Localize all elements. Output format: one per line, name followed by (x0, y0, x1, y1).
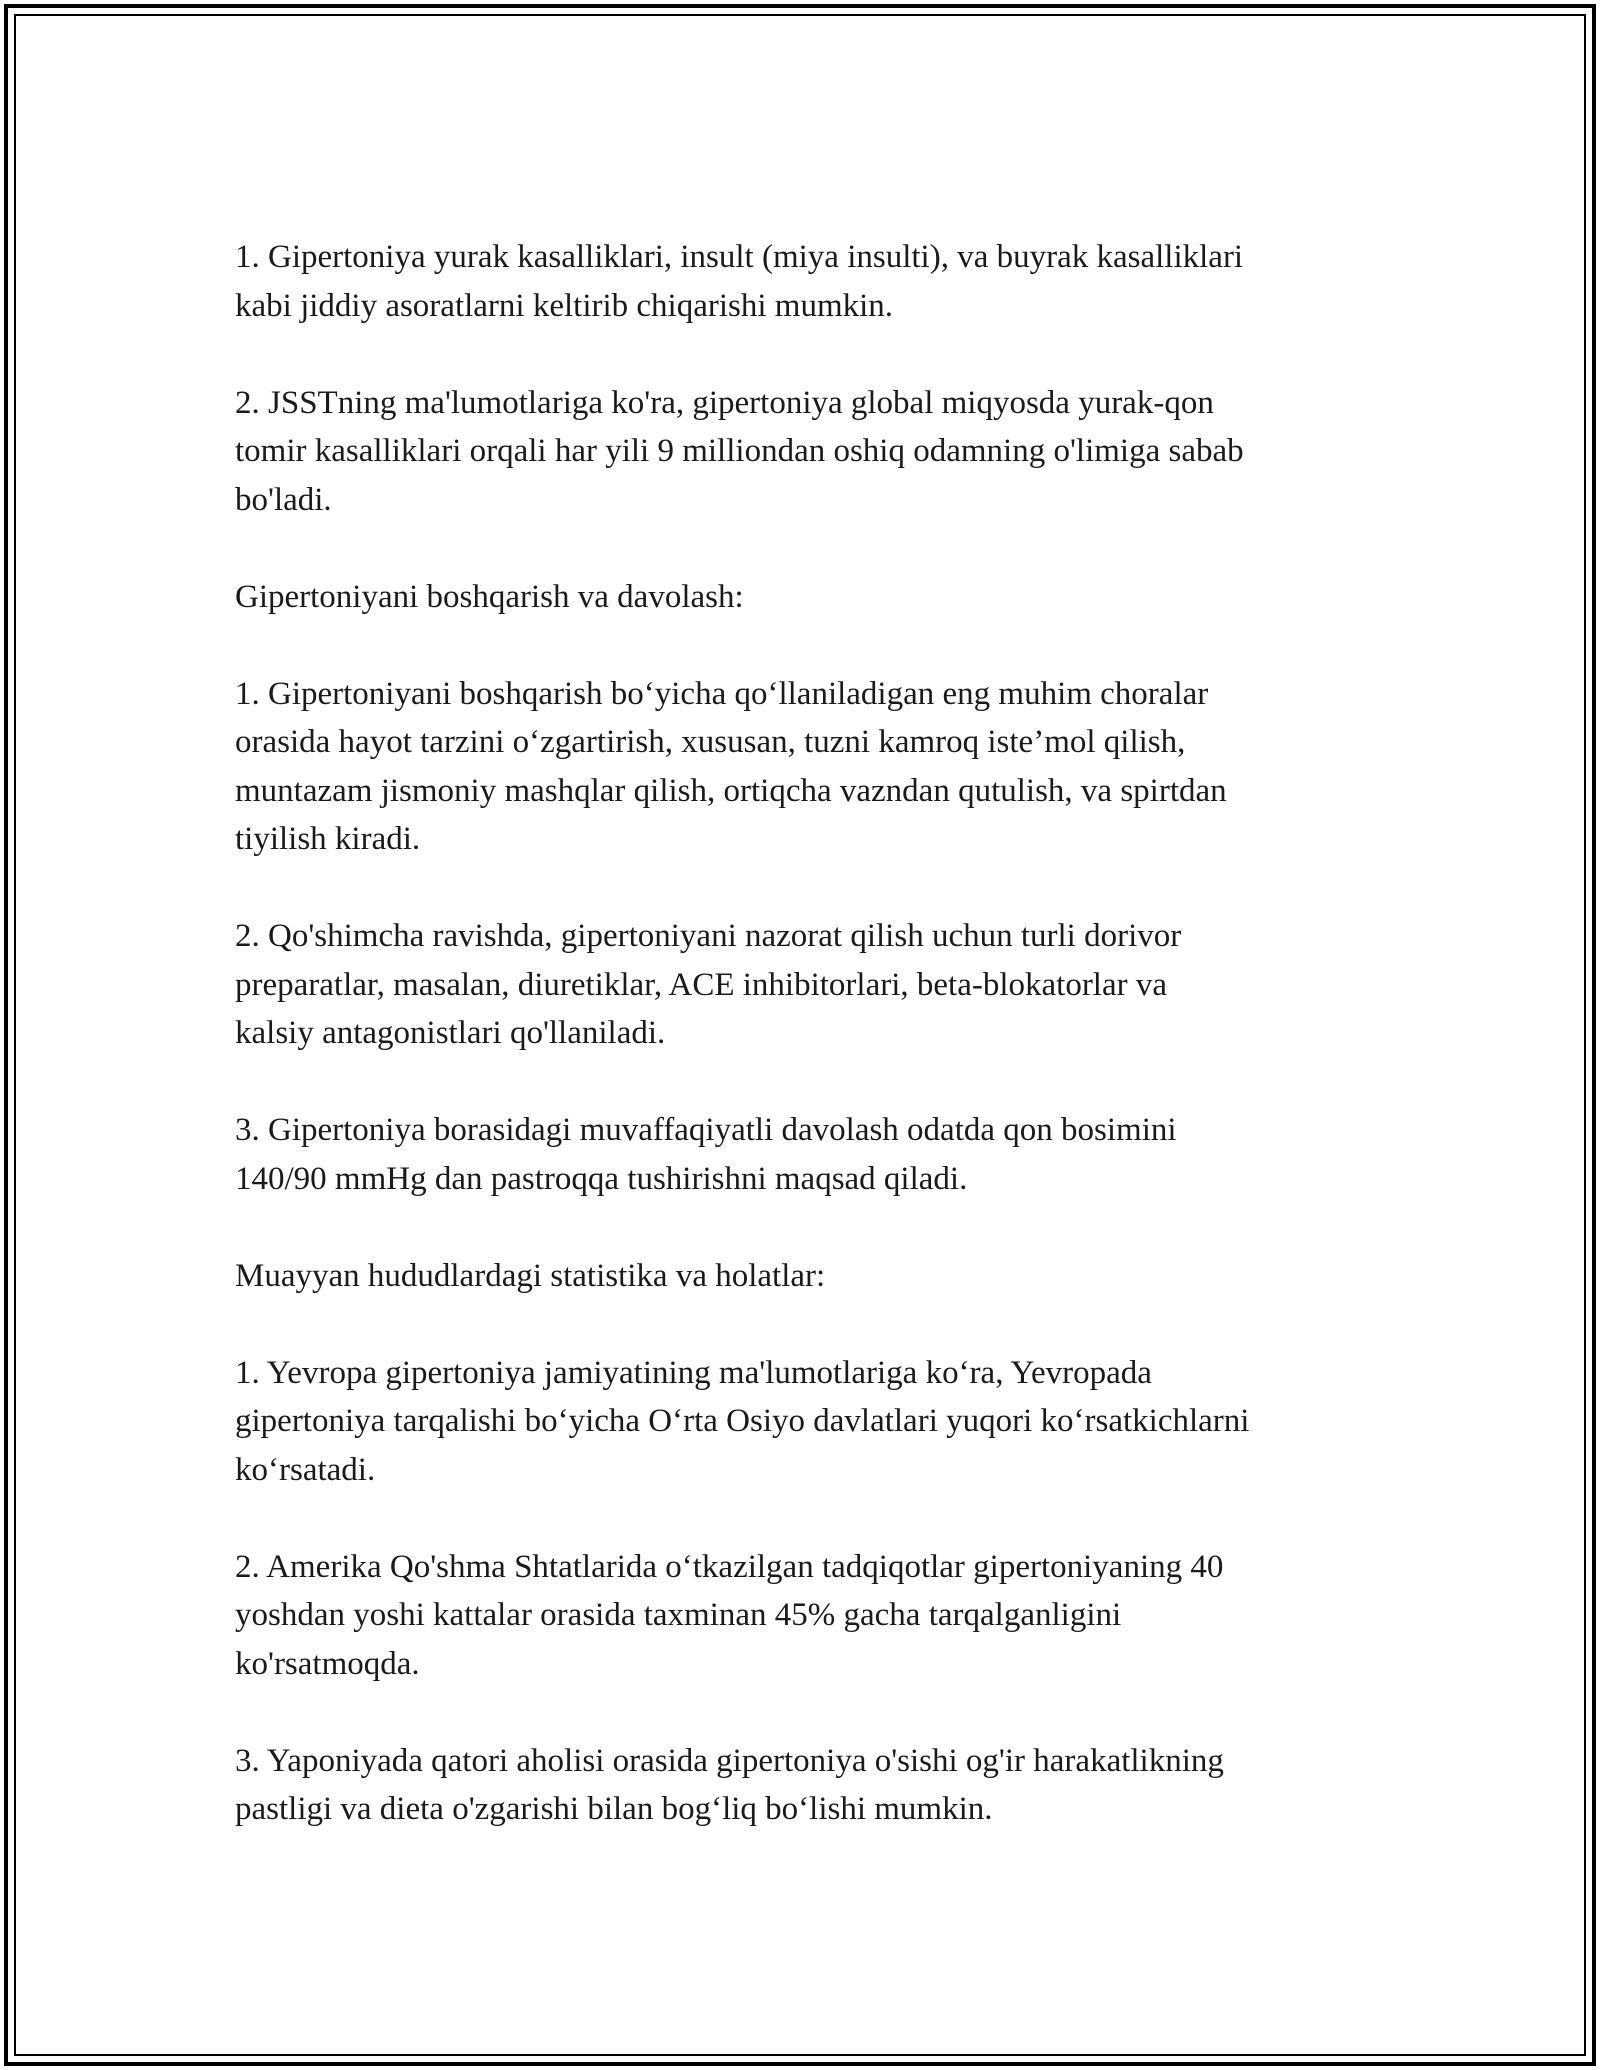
paragraph-usa: 2. Amerika Qo'shma Shtatlarida o‘tkazilgan tadqiqotlar gipertoniyaning 40 yoshdan yoshi kattalar orasida taxminan 45% gacha tarqalganligini ko'rsatmoqda. (235, 1548, 1224, 1682)
paragraph-treatment-goal: 3. Gipertoniya borasidagi muvaffaqiyatli davolash odatda qon bosimini 140/90 mmHg dan pastroqqa tushirishni maqsad qiladi. (235, 1112, 1177, 1197)
paragraph-medications: 2. Qo'shimcha ravishda, gipertoniyani nazorat qilish uchun turli dorivor preparatlar, masalan, diuretiklar, ACE inhibitorlari, beta-blokatorlar va kalsiy antagonistlari qo'llaniladi. (235, 918, 1182, 1051)
document-body (235, 233, 1385, 1882)
paragraph-lifestyle-measures: 1. Gipertoniyani boshqarish bo‘yicha qo‘llaniladigan eng muhim choralar orasida hayot tarzini o‘zgartirish, xususan, tuzni kamroq iste’mol qilish, muntazam jismoniy mashqlar qilish, ortiqcha vazndan qutulish, va spirtdan tiyilish kiradi. (235, 675, 1227, 857)
section-heading-regional-statistics: Muayyan hududlardagi statistika va holatlar: (235, 1257, 826, 1294)
paragraph-who-statistics: 2. JSSTning ma'lumotlariga ko'ra, gipertoniya global miqyosda yurak-qon tomir kasalliklari orqali har yili 9 milliondan oshiq odamning o'limiga sabab bo'ladi. (235, 384, 1244, 518)
section-heading-management: Gipertoniyani boshqarish va davolash: (235, 578, 744, 615)
paragraph-complications: 1. Gipertoniya yurak kasalliklari, insult (miya insulti), va buyrak kasalliklari kabi jiddiy asoratlarni keltirib chiqarishi mumkin. (235, 239, 1244, 324)
paragraph-japan: 3. Yaponiyada qatori aholisi orasida gipertoniya o'sishi og'ir harakatlikning pastligi va dieta o'zgarishi bilan bog‘liq bo‘lishi mumkin. (235, 1742, 1224, 1827)
paragraph-europe: 1. Yevropa gipertoniya jamiyatining ma'lumotlariga ko‘ra, Yevropada gipertoniya tarqalishi bo‘yicha O‘rta Osiyo davlatlari yuqori ko‘rsatkichlarni ko‘rsatadi. (235, 1354, 1250, 1488)
